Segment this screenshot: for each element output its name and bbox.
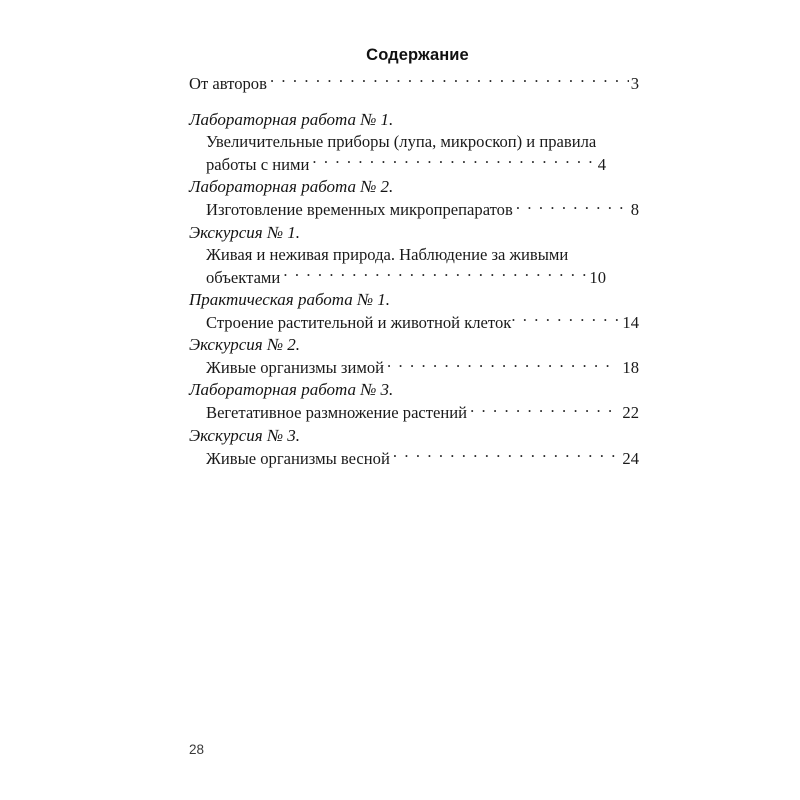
toc-entry-label-line2: объектами <box>206 267 281 287</box>
toc-entry-list <box>189 109 639 470</box>
toc-entry-ot-avtorov[interactable] <box>189 72 639 95</box>
toc-section-heading: Практическая работа № 1. <box>189 290 391 310</box>
toc-entry[interactable] <box>206 357 639 380</box>
page-number: 28 <box>189 742 205 757</box>
toc-group <box>189 289 639 334</box>
toc-section-heading: Экскурсия № 1. <box>189 222 300 242</box>
toc-entry-page: 14 <box>622 312 639 332</box>
toc-entry-label: От авторов <box>189 73 267 93</box>
toc-entry[interactable] <box>206 199 639 222</box>
toc-entry-page: 4 <box>597 155 606 175</box>
toc-group <box>189 109 639 176</box>
toc-entry[interactable] <box>206 311 639 334</box>
section-spacer <box>189 95 639 109</box>
toc-entry[interactable] <box>206 402 639 425</box>
toc-section-heading: Экскурсия № 3. <box>189 425 300 445</box>
toc-entry-label-line2: работы с ними <box>206 155 310 175</box>
toc-entry-page: 3 <box>630 73 639 93</box>
toc-group <box>189 425 639 470</box>
toc-entry-page: 18 <box>622 358 639 378</box>
toc-entry-label-line1: Увеличительные приборы (лупа, микроскоп) и правила <box>206 132 597 152</box>
toc-entry-label: Строение растительной и животной клеток <box>206 312 512 332</box>
toc-group <box>189 176 639 221</box>
dot-leader <box>516 199 629 216</box>
dot-leader <box>283 266 587 283</box>
dot-leader <box>312 153 595 170</box>
toc-entry-label: Живые организмы зимой <box>206 358 385 378</box>
dot-leader <box>387 357 615 374</box>
toc-entry[interactable] <box>206 131 606 176</box>
table-of-contents <box>189 72 639 470</box>
dot-leader <box>270 72 629 89</box>
toc-entry[interactable] <box>206 447 639 470</box>
toc-entry-page: 8 <box>630 200 639 220</box>
toc-entry[interactable] <box>206 244 606 289</box>
dot-leader <box>393 447 621 464</box>
toc-entry-page: 24 <box>622 448 639 468</box>
toc-group <box>189 334 639 379</box>
toc-entry-label: Изготовление временных микропрепаратов <box>206 200 513 220</box>
dot-leader <box>511 311 620 328</box>
toc-section-heading: Лабораторная работа № 2. <box>189 177 394 197</box>
toc-section-heading: Лабораторная работа № 3. <box>189 380 394 400</box>
toc-entry-label: Вегетативное размножение растений <box>206 403 468 423</box>
toc-entry-page: 22 <box>622 403 639 423</box>
toc-entry-label-line2-row <box>206 153 606 176</box>
toc-entry-label-line2-row <box>206 266 606 289</box>
toc-entry-label-line1: Живая и неживая природа. Наблюдение за живыми <box>206 244 569 264</box>
toc-section-heading: Лабораторная работа № 1. <box>189 109 394 129</box>
toc-section-heading: Экскурсия № 2. <box>189 335 300 355</box>
toc-entry-page: 10 <box>589 267 606 287</box>
dot-leader <box>470 402 620 419</box>
toc-group <box>189 379 639 424</box>
toc-entry-label: Живые организмы весной <box>206 448 390 468</box>
toc-group <box>189 222 639 289</box>
page-title: Содержание <box>366 46 469 64</box>
